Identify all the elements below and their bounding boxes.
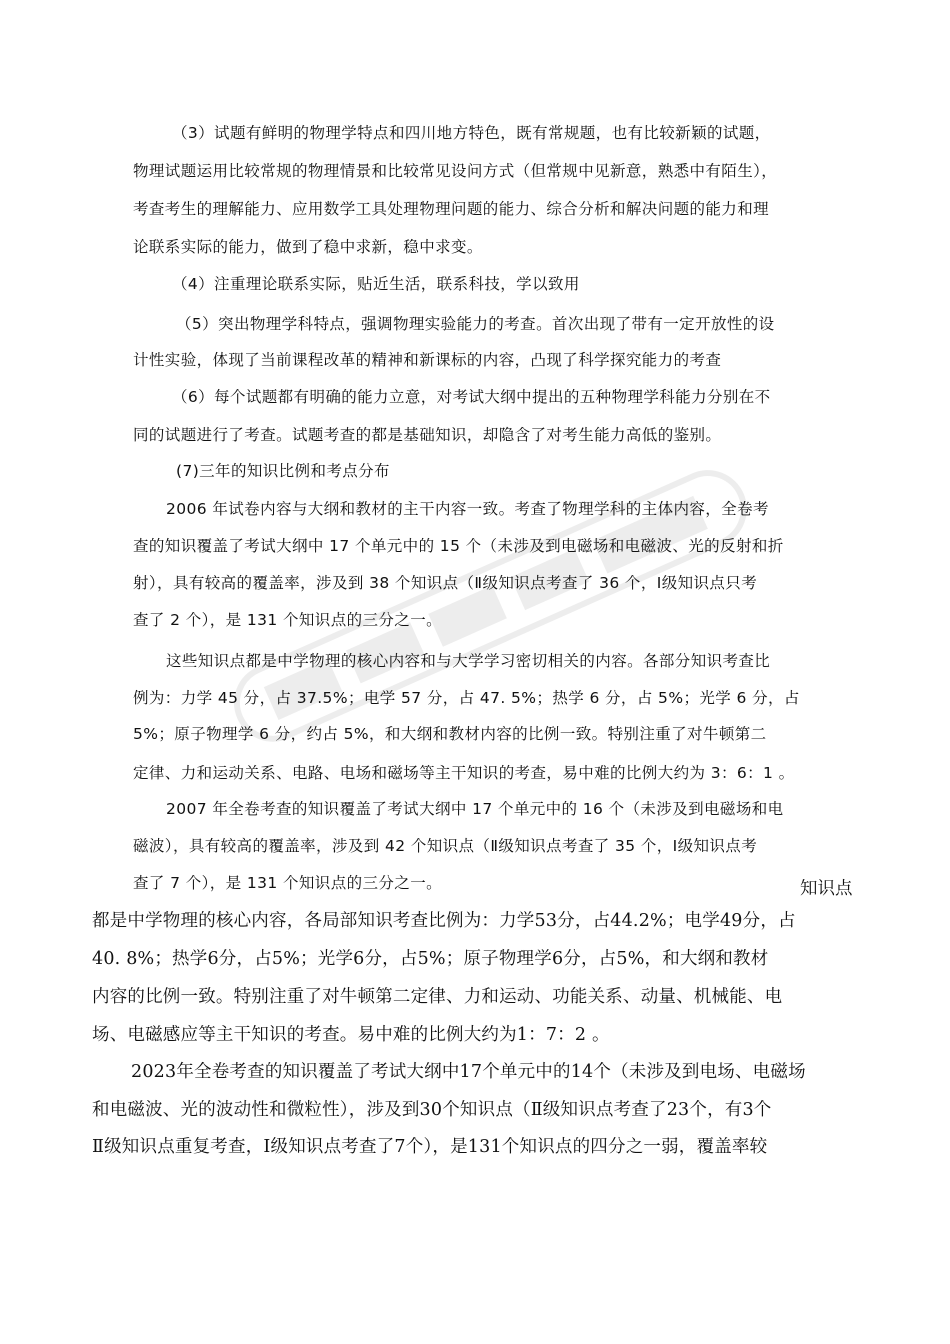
paragraph-2023-line-1: 2023年全卷考查的知识覆盖了考试大纲中17个单元中的14个（未涉及到电场、电磁场 xyxy=(131,1062,806,1082)
paragraph-2023-line-2: 和电磁波、光的波动性和微粒性），涉及到30个知识点（Ⅱ级知识点考查了23个，有3个 xyxy=(92,1100,772,1120)
paragraph-2007-line-2: 磁波），具有较高的覆盖率，涉及到 42 个知识点（Ⅱ级知识点考查了 35 个，Ⅰ级知识点考 xyxy=(133,837,758,855)
paragraph-2006-line-4: 查了 2 个），是 131 个知识点的三分之一。 xyxy=(133,611,443,629)
paragraph-2006-line-3: 射），具有较高的覆盖率，涉及到 38 个知识点（Ⅱ级知识点考查了 36 个，Ⅰ级知识点只考 xyxy=(133,574,758,592)
paragraph-3-line-2: 物理试题运用比较常规的物理情景和比较常见设问方式（但常规中见新意，熟悉中有陌生）， xyxy=(133,162,778,180)
paragraph-2007-line-3: 查了 7 个），是 131 个知识点的三分之一。 xyxy=(133,874,443,892)
paragraph-ratio-line-4: 定律、力和运动关系、电路、电场和磁场等主干知识的考查，易中难的比例大约为 3：6：1 。 xyxy=(133,764,795,782)
paragraph-2007-detail-line-2: 40. 8%；热学6分，占5%；光学6分，占5%；原子物理学6分，占5%，和大纲和教材 xyxy=(92,949,769,969)
paragraph-ratio-line-3: 5%；原子物理学 6 分，约占 5%，和大纲和教材内容的比例一致。特别注重了对牛顿第二 xyxy=(133,725,767,743)
paragraph-2007-detail-line-4: 场、电磁感应等主干知识的考查。易中难的比例大约为1：7：2 。 xyxy=(92,1025,610,1045)
paragraph-ratio-line-2: 例为：力学 45 分，占 37.5%；电学 57 分，占 47. 5%；热学 6 分，占 5%；光学 6 分，占 xyxy=(133,689,800,707)
paragraph-6-line-2: 同的试题进行了考查。试题考查的都是基础知识，却隐含了对考生能力高低的鉴别。 xyxy=(133,426,722,444)
paragraph-ratio-line-1: 这些知识点都是中学物理的核心内容和与大学学习密切相关的内容。各部分知识考查比 xyxy=(166,652,771,670)
paragraph-2006-line-1: 2006 年试卷内容与大纲和教材的主干内容一致。考查了物理学科的主体内容，全卷考 xyxy=(166,500,769,518)
paragraph-2007-detail-line-3: 内容的比例一致。特别注重了对牛顿第二定律、力和运动、功能关系、动量、机械能、电 xyxy=(92,987,783,1007)
aside-knowledge-point: 知识点 xyxy=(800,879,853,899)
paragraph-2006-line-2: 查的知识覆盖了考试大纲中 17 个单元中的 15 个（未涉及到电磁场和电磁波、光的反射和折 xyxy=(133,537,784,555)
paragraph-5-line-2: 计性实验，体现了当前课程改革的精神和新课标的内容，凸现了科学探究能力的考查 xyxy=(133,351,722,369)
paragraph-2007-detail-line-1: 都是中学物理的核心内容，各局部知识考查比例为：力学53分，占44.2%；电学49分，占 xyxy=(92,911,796,931)
paragraph-4-line-1: （4）注重理论联系实际，贴近生活，联系科技，学以致用 xyxy=(172,275,580,293)
paragraph-3-line-3: 考查考生的理解能力、应用数学工具处理物理问题的能力、综合分析和解决问题的能力和理 xyxy=(133,200,770,218)
paragraph-2023-line-3: Ⅱ级知识点重复考查，Ⅰ级知识点考查了7个），是131个知识点的四分之一弱，覆盖率较 xyxy=(92,1137,768,1157)
paragraph-3-line-4: 论联系实际的能力，做到了稳中求新，稳中求变。 xyxy=(133,238,483,256)
paragraph-3-line-1: （3）试题有鲜明的物理学特点和四川地方特色，既有常规题，也有比较新颖的试题， xyxy=(172,124,771,142)
paragraph-6-line-1: （6）每个试题都有明确的能力立意，对考试大纲中提出的五种物理学科能力分别在不 xyxy=(172,388,771,406)
paragraph-5-line-1: （5）突出物理学科特点，强调物理实验能力的考查。首次出现了带有一定开放性的设 xyxy=(176,315,775,333)
paragraph-2007-line-1: 2007 年全卷考查的知识覆盖了考试大纲中 17 个单元中的 16 个（未涉及到电磁场和电 xyxy=(166,800,784,818)
paragraph-7-heading: (7)三年的知识比例和考点分布 xyxy=(176,462,390,480)
